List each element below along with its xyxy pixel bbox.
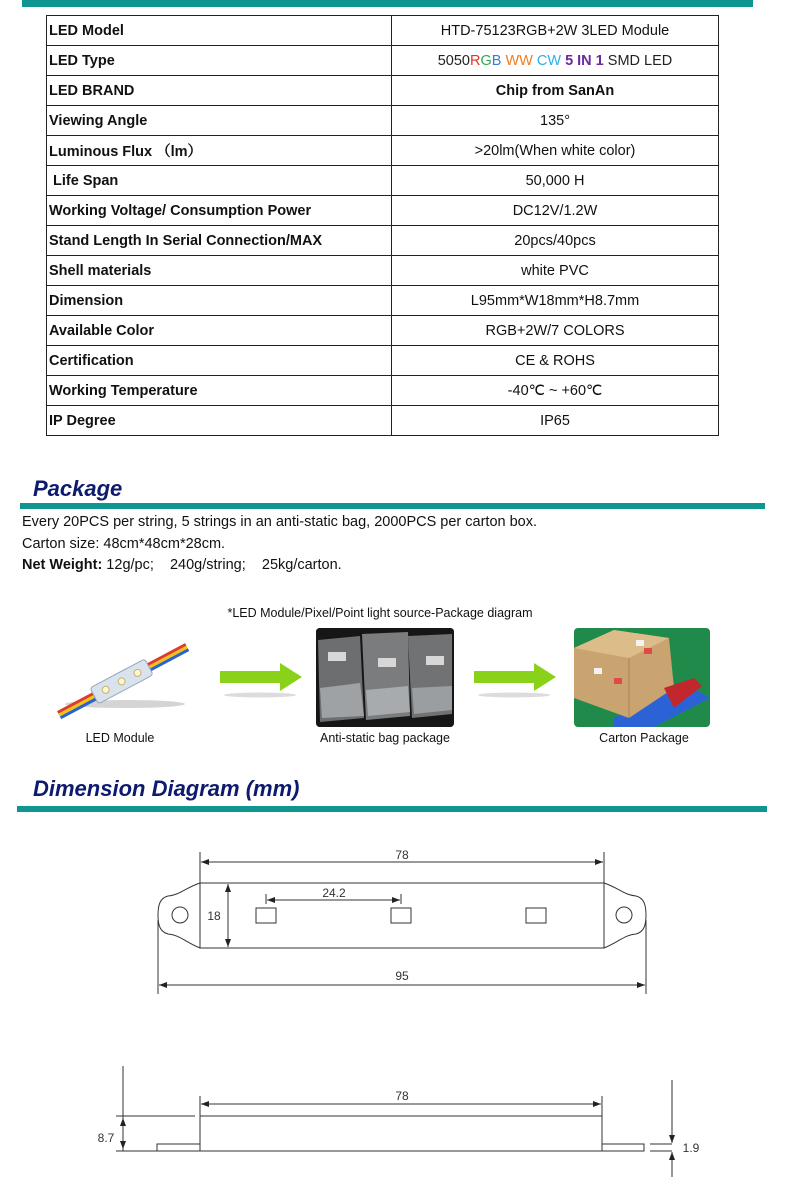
spec-key: Working Voltage/ Consumption Power xyxy=(47,196,392,226)
carton-package-image xyxy=(574,628,710,727)
spec-value xyxy=(392,46,719,76)
spec-value: >20lm(When white color) xyxy=(392,136,719,166)
spec-row xyxy=(47,256,719,286)
spec-key: IP Degree xyxy=(47,406,392,436)
spec-table xyxy=(46,15,719,436)
spec-value: 135° xyxy=(392,106,719,136)
arrow-right-icon xyxy=(472,662,562,702)
spec-key: LED Model xyxy=(47,16,392,46)
spec-value: 20pcs/40pcs xyxy=(392,226,719,256)
spec-key: Working Temperature xyxy=(47,376,392,406)
spec-row xyxy=(47,16,719,46)
package-description xyxy=(22,512,537,577)
step-label-led-module: LED Module xyxy=(85,731,155,745)
spec-key: LED Type xyxy=(47,46,392,76)
spec-value: -40℃ ~ +60℃ xyxy=(392,376,719,406)
spec-key: LED BRAND xyxy=(47,76,392,106)
spec-row xyxy=(47,106,719,136)
dim-total-95-label: 95 xyxy=(395,969,409,983)
dim-side-78-label: 78 xyxy=(395,1089,409,1103)
spec-value-part: WW xyxy=(501,52,537,69)
step-label-carton: Carton Package xyxy=(599,731,689,745)
spec-key: Available Color xyxy=(47,316,392,346)
dim-pitch-24-2-label: 24.2 xyxy=(322,886,346,900)
net-weight-label: Net Weight: xyxy=(22,557,103,573)
spec-row xyxy=(47,316,719,346)
dimension-top-view xyxy=(0,830,800,1000)
spec-row xyxy=(47,136,719,166)
package-line-1: Every 20PCS per string, 5 strings in an anti-static bag, 2000PCS per carton box. xyxy=(22,514,538,530)
step-label-anti-static-bag: Anti-static bag package xyxy=(320,731,450,745)
dim-height-8-7-label: 8.7 xyxy=(97,1131,115,1145)
spec-row xyxy=(47,226,719,256)
spec-row xyxy=(47,76,719,106)
spec-key: Life Span xyxy=(47,166,392,196)
dimension-heading: Dimension Diagram (mm) xyxy=(33,776,300,801)
top-accent-bar xyxy=(22,0,753,7)
spec-value-part: SMD LED xyxy=(603,52,673,69)
spec-value-part: 5050 xyxy=(437,52,470,69)
spec-value: 50,000 H xyxy=(392,166,719,196)
anti-static-bag-image xyxy=(316,628,454,727)
spec-value: HTD-75123RGB+2W 3LED Module xyxy=(392,16,719,46)
spec-row xyxy=(47,166,719,196)
spec-value: Chip from SanAn xyxy=(392,76,719,106)
package-divider xyxy=(20,503,765,509)
spec-row xyxy=(47,346,719,376)
spec-value-part: 5 IN 1 xyxy=(565,52,604,69)
spec-value-part: B xyxy=(491,52,502,69)
spec-row xyxy=(47,196,719,226)
arrow-right-icon xyxy=(218,662,308,702)
dimension-side-view xyxy=(0,1060,800,1177)
spec-value: CE & ROHS xyxy=(392,346,719,376)
spec-row xyxy=(47,406,719,436)
spec-row xyxy=(47,376,719,406)
package-line-2: Carton size: 48cm*48cm*28cm. xyxy=(22,535,226,552)
dim-top-78-label: 78 xyxy=(395,848,409,862)
spec-row xyxy=(47,46,719,76)
spec-key: Viewing Angle xyxy=(47,106,392,136)
dimension-divider xyxy=(17,806,767,812)
spec-value: IP65 xyxy=(392,406,719,436)
spec-value-part: CW xyxy=(536,52,566,69)
package-diagram-caption: *LED Module/Pixel/Point light source-Package diagram xyxy=(227,606,533,620)
spec-value-part: R xyxy=(470,52,481,69)
spec-key: Dimension xyxy=(47,286,392,316)
spec-row xyxy=(47,286,719,316)
spec-value: white PVC xyxy=(392,256,719,286)
dim-tab-1-9-label: 1.9 xyxy=(682,1141,700,1155)
dim-width-18-label: 18 xyxy=(207,909,221,923)
spec-key: Certification xyxy=(47,346,392,376)
spec-value: L95mm*W18mm*H8.7mm xyxy=(392,286,719,316)
led-module-image xyxy=(55,640,190,720)
spec-value-part: G xyxy=(480,52,492,69)
spec-key: Shell materials xyxy=(47,256,392,286)
net-weight-value: 12g/pc; 240g/string; 25kg/carton. xyxy=(102,557,342,573)
package-net-weight xyxy=(22,555,537,577)
spec-value: RGB+2W/7 COLORS xyxy=(392,316,719,346)
package-heading: Package xyxy=(33,476,123,501)
spec-value: DC12V/1.2W xyxy=(392,196,719,226)
spec-key: Stand Length In Serial Connection/MAX xyxy=(47,226,392,256)
spec-key: Luminous Flux （lm） xyxy=(47,136,392,166)
